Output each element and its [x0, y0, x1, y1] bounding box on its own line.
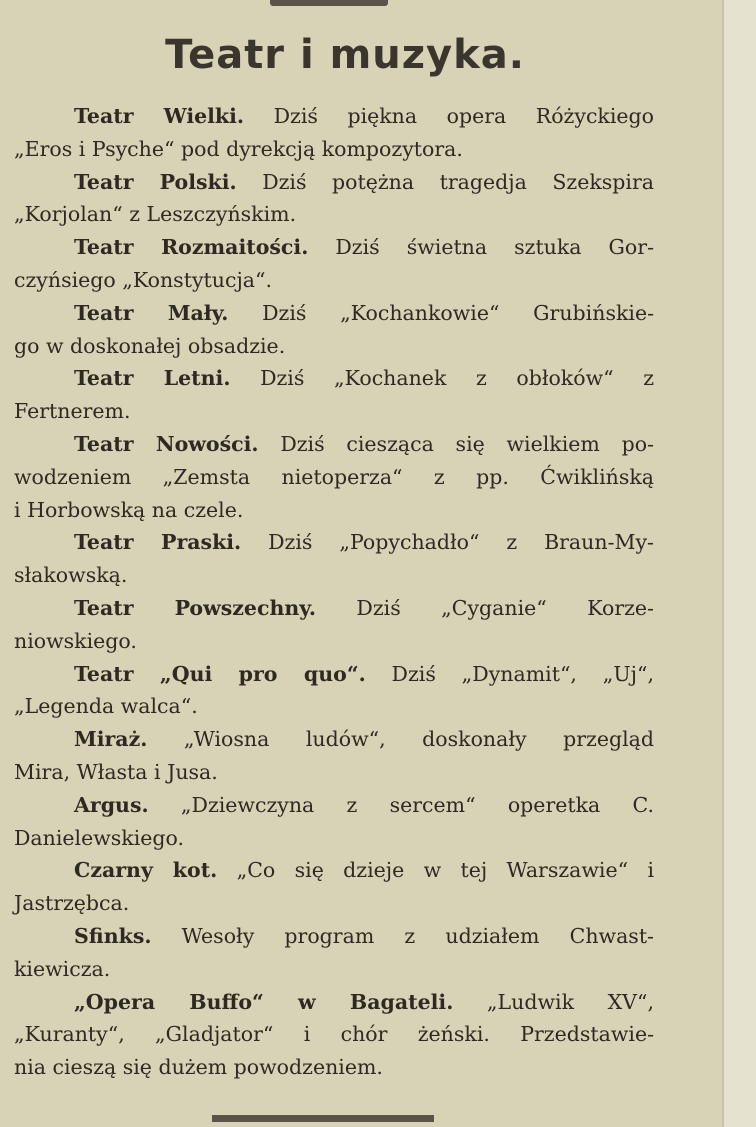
- venue-name: Czarny kot.: [74, 858, 218, 883]
- listing-entry: Argus. „Dziewczyna z sercem“ operetka C. Danielewskiego.: [14, 792, 654, 850]
- listing-entry: Miraż. „Wiosna ludów“, doskonały przegląd Mira, Własta i Jusa.: [14, 727, 654, 784]
- listing-entry: „Opera Buffo“ w Bagateli. „Ludwik XV“, „Kuranty“, „Gladjator“ i chór żeński. Przedstawie- nia cieszą się dużem powodzeniem.: [14, 989, 654, 1080]
- listing-entry: Teatr Rozmaitości. Dziś świetna sztuka Gor- czyńsiego „Konstytucja“.: [14, 235, 654, 292]
- section-title: Teatr i muzyka.: [165, 32, 525, 78]
- listing-entry: Sfinks. Wesoły program z udziałem Chwast- kiewicza.: [14, 923, 654, 981]
- venue-name: Teatr Mały.: [74, 300, 229, 325]
- venue-name: Teatr Praski.: [74, 530, 242, 555]
- listing-entry: Teatr Praski. Dziś „Popychadło“ z Braun-My- słakowską.: [14, 530, 654, 588]
- venue-name: Teatr Wielki.: [74, 104, 245, 128]
- listing-entry: Teatr „Qui pro quo“. Dziś „Dynamit“, „Uj“, „Legenda walca“.: [14, 661, 654, 719]
- listing-entry: Teatr Powszechny. Dziś „Cyganie“ Korze- niowskiego.: [14, 595, 654, 653]
- listing-entry: Teatr Polski. Dziś potężna tragedja Szekspira „Korjolan“ z Leszczyńskim.: [14, 169, 654, 227]
- listing-entry: Czarny kot. „Co się dzieje w tej Warszawie“ i Jastrzębca.: [14, 858, 654, 916]
- listing-entry: Teatr Mały. Dziś „Kochankowie“ Grubińskie- go w doskonałej obsadzie.: [14, 300, 654, 358]
- venue-name: Teatr Rozmaitości.: [74, 235, 309, 260]
- listing-entry: Teatr Nowości. Dziś ciesząca się wielkiem po- wodzeniem „Zemsta nietoperza“ z pp. Ćwiklińską i Horbowską na czele.: [14, 431, 654, 522]
- venue-name: Teatr Powszechny.: [74, 595, 316, 620]
- venue-name: Sfinks.: [74, 923, 152, 948]
- bottom-divider: [212, 1115, 434, 1122]
- venue-name: Argus.: [74, 792, 149, 817]
- top-divider: [270, 0, 388, 6]
- listing-entry: Teatr Wielki. Dziś piękna opera Różyckiego „Eros i Psyche“ pod dyrekcją kompozytora.: [14, 104, 654, 161]
- venue-name: Miraż.: [74, 727, 148, 752]
- venue-name: „Opera Buffo“ w Bagateli.: [74, 989, 454, 1014]
- listing-entry: Teatr Letni. Dziś „Kochanek z obłoków“ z Fertnerem.: [14, 366, 654, 424]
- venue-name: Teatr Polski.: [74, 169, 237, 194]
- venue-name: Teatr „Qui pro quo“.: [74, 661, 366, 686]
- page-margin: [722, 0, 756, 1127]
- venue-name: Teatr Letni.: [74, 366, 231, 391]
- listings-column: [14, 100, 654, 1084]
- venue-name: Teatr Nowości.: [74, 431, 259, 456]
